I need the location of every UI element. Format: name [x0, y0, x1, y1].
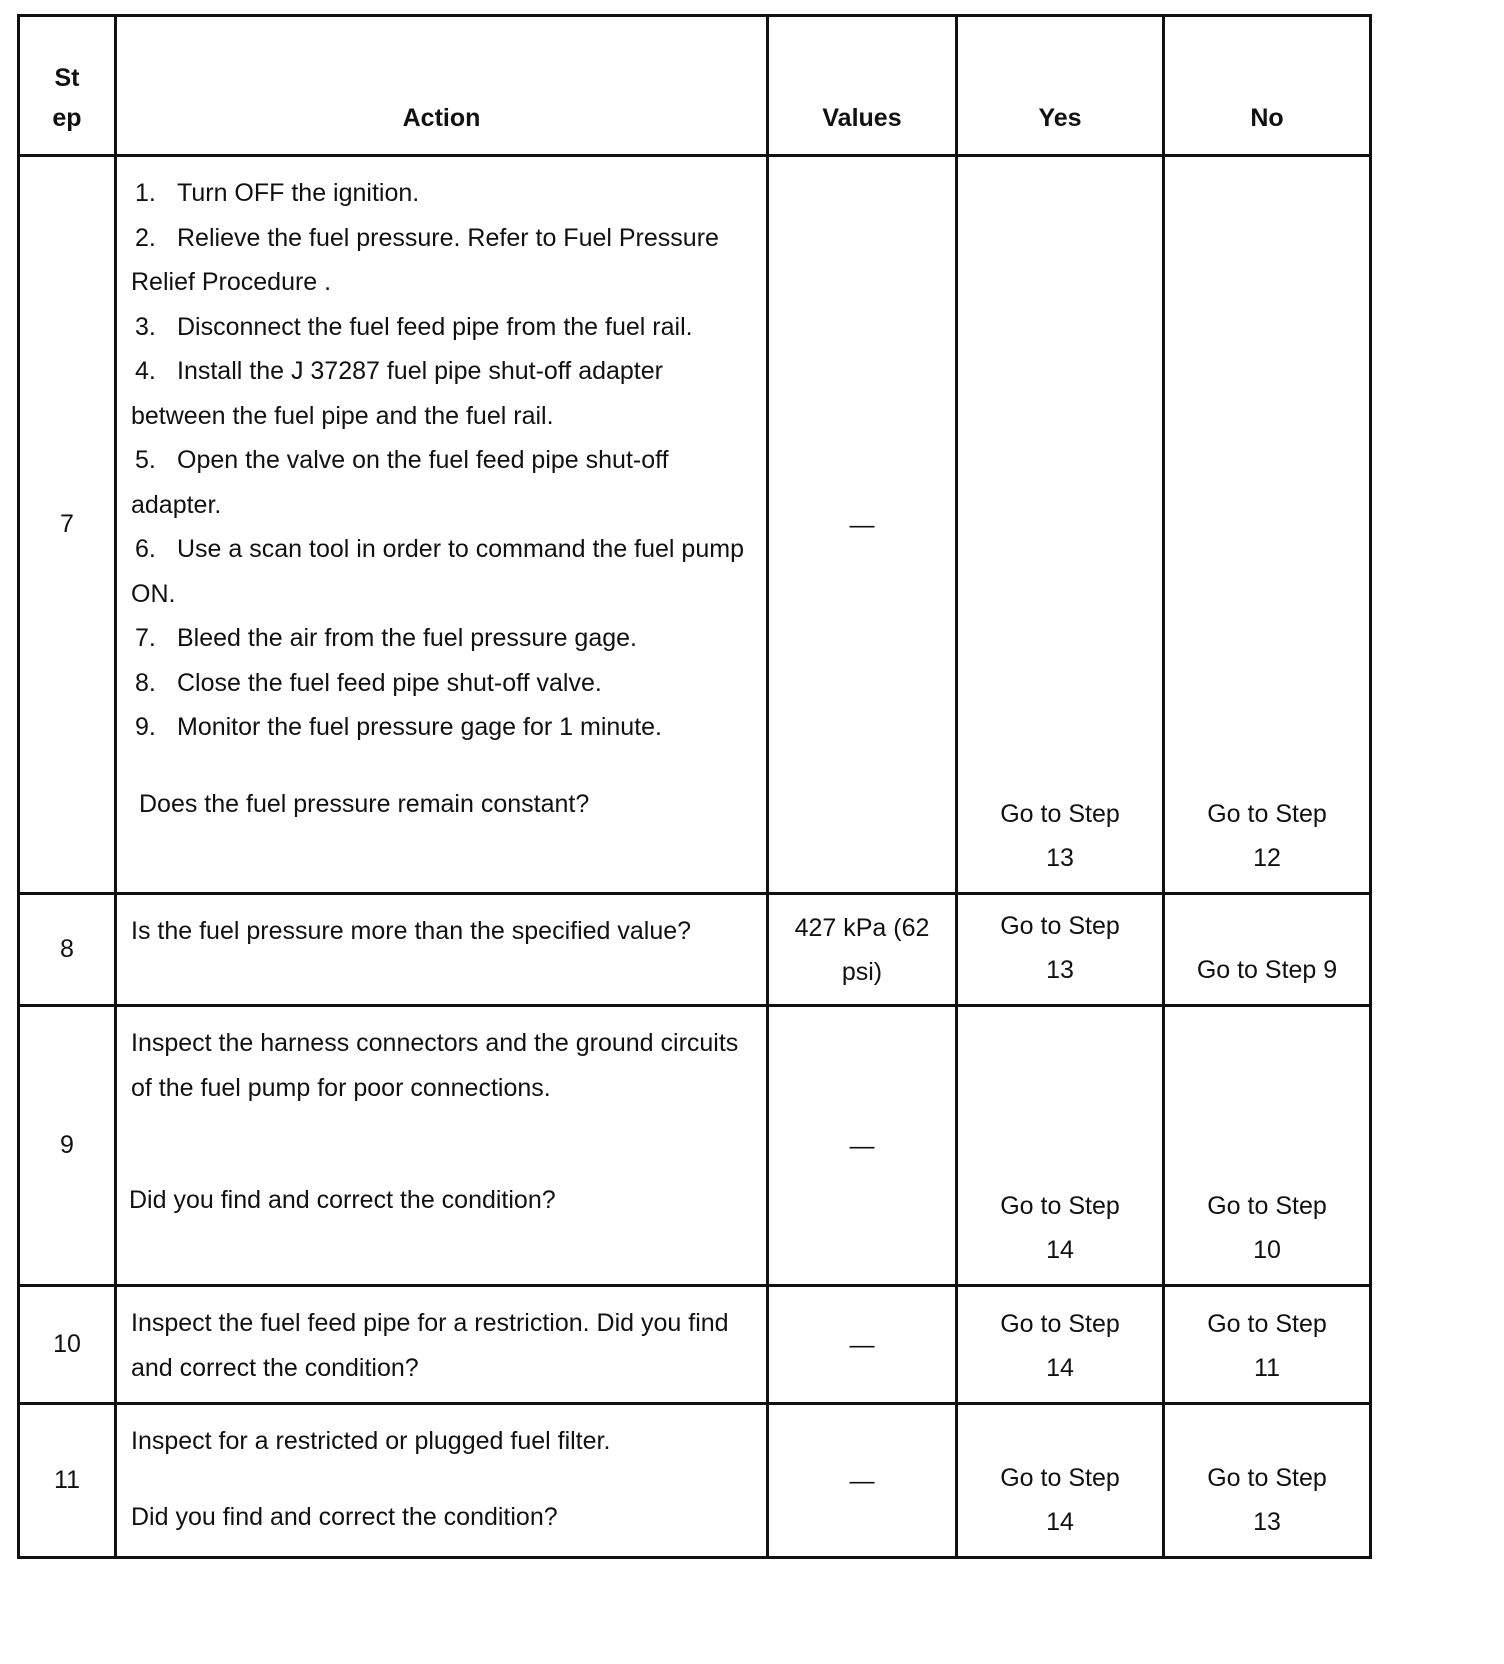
step-number: 10: [19, 1286, 116, 1404]
list-number: 2.: [135, 223, 156, 252]
value-cell: —: [768, 1286, 957, 1404]
value-cell: —: [768, 1404, 957, 1558]
no-cell: Go to Step 13: [1164, 1404, 1371, 1558]
list-text: Use a scan tool in order to command the fuel pump ON.: [131, 535, 744, 608]
action-cell: Inspect the fuel feed pipe for a restriction. Did you find and correct the condition?: [116, 1286, 768, 1404]
table-row: [19, 1006, 1371, 1286]
table-row: [19, 1286, 1371, 1404]
list-item: [131, 527, 746, 616]
action-text: Inspect for a restricted or plugged fuel filter.: [131, 1427, 611, 1455]
diagnostic-table: [17, 14, 1372, 1559]
value-cell: —: [768, 1006, 957, 1286]
action-text: Inspect the harness connectors and the ground circuits of the fuel pump for poor connections.: [131, 1029, 739, 1102]
value-cell: 427 kPa (62 psi): [768, 894, 957, 1006]
header-row: [19, 16, 1371, 156]
list-item: [131, 171, 746, 216]
header-step: St ep: [19, 16, 116, 156]
action-question: Does the fuel pressure remain constant?: [139, 789, 590, 818]
no-cell: Go to Step 12: [1164, 156, 1371, 894]
action-question: Did you find and correct the condition?: [129, 1186, 556, 1214]
action-question: Did you find and correct the condition?: [131, 1502, 558, 1531]
list-number: 3.: [135, 312, 156, 341]
list-text: Monitor the fuel pressure gage for 1 minute.: [177, 713, 662, 741]
list-text: Disconnect the fuel feed pipe from the fuel rail.: [177, 312, 693, 341]
list-number: 5.: [135, 446, 156, 474]
action-cell: [116, 1006, 768, 1286]
list-text: Turn OFF the ignition.: [177, 179, 420, 207]
list-item: [131, 349, 746, 438]
table-row: [19, 894, 1371, 1006]
header-yes: Yes: [957, 16, 1164, 156]
list-text: Open the valve on the fuel feed pipe shut-off adapter.: [131, 446, 669, 519]
yes-cell: Go to Step 14: [957, 1006, 1164, 1286]
no-cell: Go to Step 10: [1164, 1006, 1371, 1286]
no-cell: Go to Step 9: [1164, 894, 1371, 1006]
table-row: [19, 1404, 1371, 1558]
list-item: [131, 438, 746, 527]
action-cell: [116, 156, 768, 894]
list-text: Close the fuel feed pipe shut-off valve.: [177, 668, 602, 697]
header-values: Values: [768, 16, 957, 156]
list-item: [131, 616, 746, 661]
step-number: 9: [19, 1006, 116, 1286]
step-number: 7: [19, 156, 116, 894]
list-number: 6.: [135, 535, 156, 563]
list-text: Bleed the air from the fuel pressure gage.: [177, 624, 637, 652]
yes-cell: Go to Step 14: [957, 1286, 1164, 1404]
list-number: 8.: [135, 668, 156, 697]
list-text: Install the J 37287 fuel pipe shut-off adapter between the fuel pipe and the fuel rail.: [131, 357, 663, 430]
list-number: 4.: [135, 357, 156, 385]
action-cell: [116, 1404, 768, 1558]
no-cell: Go to Step 11: [1164, 1286, 1371, 1404]
list-number: 1.: [135, 179, 156, 207]
list-item: [131, 216, 746, 305]
table-row: [19, 156, 1371, 894]
yes-cell: Go to Step 13: [957, 894, 1164, 1006]
value-cell: —: [768, 156, 957, 894]
yes-cell: Go to Step 14: [957, 1404, 1164, 1558]
header-no: No: [1164, 16, 1371, 156]
list-text: Relieve the fuel pressure. Refer to Fuel Pressure Relief Procedure .: [131, 223, 719, 296]
list-item: [131, 305, 746, 350]
step-number: 11: [19, 1404, 116, 1558]
action-cell: Is the fuel pressure more than the specified value?: [116, 894, 768, 1006]
step-number: 8: [19, 894, 116, 1006]
action-steps-list: [131, 171, 746, 750]
list-number: 7.: [135, 624, 156, 652]
header-action: Action: [116, 16, 768, 156]
yes-cell: Go to Step 13: [957, 156, 1164, 894]
list-item: [131, 705, 746, 750]
list-number: 9.: [135, 713, 156, 741]
list-item: [131, 661, 746, 706]
